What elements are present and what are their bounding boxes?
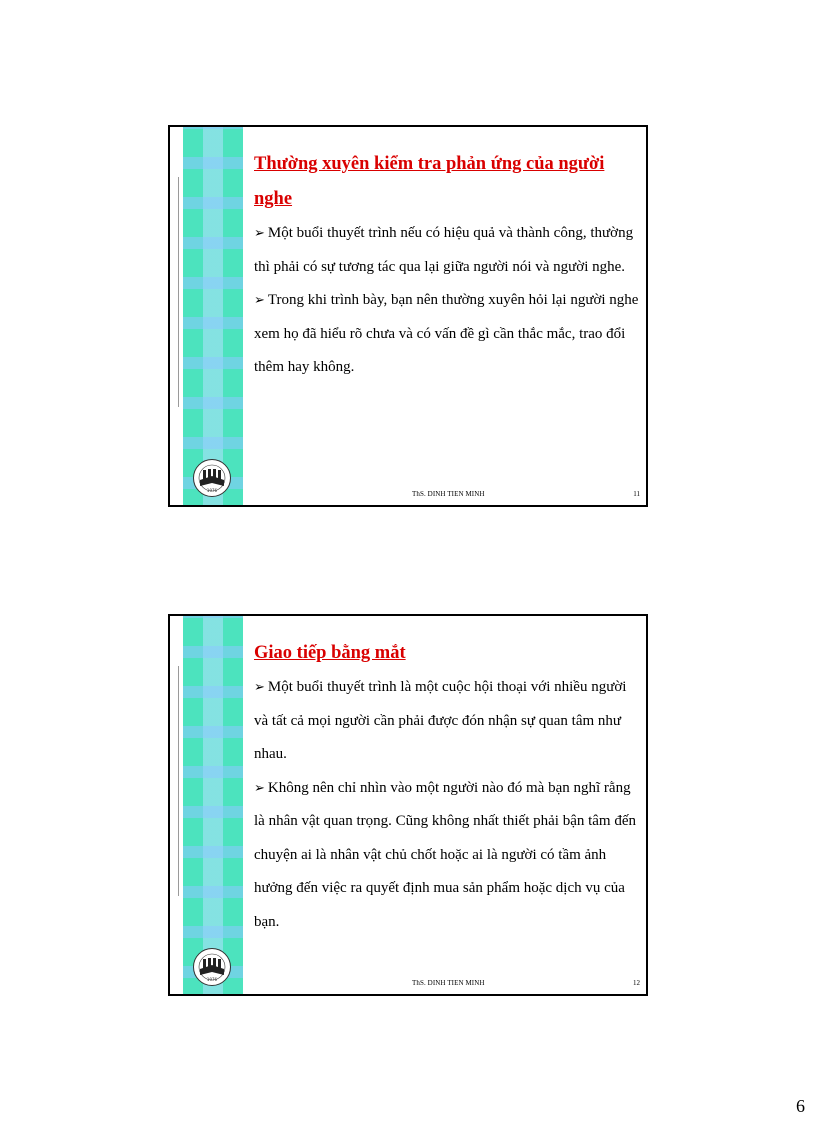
divider-line [178, 177, 179, 407]
decorative-strip [183, 127, 243, 505]
bullet-item [254, 284, 640, 385]
bullet-text: Một buổi thuyết trình là một cuộc hội thoại với nhiều người và tất cả mọi người cần phải được đón nhận sự quan tâm như nhau. [254, 679, 627, 762]
slide-number: 12 [633, 979, 640, 987]
slide-title: Thường xuyên kiểm tra phản ứng của người nghe [254, 154, 605, 209]
bullet-arrow-icon: ➢ [254, 680, 265, 695]
logo-year: 1976 [206, 488, 218, 493]
bullet-item [254, 671, 640, 772]
divider-line [178, 666, 179, 896]
slide-content [254, 636, 640, 939]
slide-number: 11 [633, 490, 640, 498]
university-logo-icon [192, 947, 232, 987]
university-logo-icon [192, 458, 232, 498]
footer-author: ThS. DINH TIEN MINH [412, 979, 485, 987]
logo-year: 1976 [206, 977, 218, 982]
bullet-arrow-icon: ➢ [254, 780, 265, 796]
bullet-text: Trong khi trình bày, bạn nên thường xuyên hỏi lại người nghe xem họ đã hiểu rõ chưa và có vấn đề gì cần thắc mắc, trao đổi thêm hay không. [254, 292, 639, 375]
page-number: 6 [796, 1096, 805, 1116]
bullet-item [254, 772, 640, 940]
slide-11 [168, 125, 648, 507]
decorative-strip [183, 616, 243, 994]
bullet-arrow-icon: ➢ [254, 226, 265, 241]
bullet-text: Một buổi thuyết trình nếu có hiệu quả và thành công, thường thì phải có sự tương tác qua lại giữa người nói và người nghe. [254, 225, 634, 275]
slide-content [254, 147, 640, 385]
bullet-item [254, 217, 640, 284]
bullet-arrow-icon: ➢ [254, 293, 265, 308]
bullet-text: Không nên chỉ nhìn vào một người nào đó mà bạn nghĩ rằng là nhân vật quan trọng. Cũng không nhất thiết phải bận tâm đến chuyện ai là nhân vật chủ chốt hoặc ai là người có tầm ảnh hưởng đến việc ra quyết định mua sản phẩm hoặc dịch vụ của bạn. [254, 779, 637, 930]
slide-12 [168, 614, 648, 996]
slide-title: Giao tiếp bằng mắt [254, 643, 406, 663]
footer-author: ThS. DINH TIEN MINH [412, 490, 485, 498]
